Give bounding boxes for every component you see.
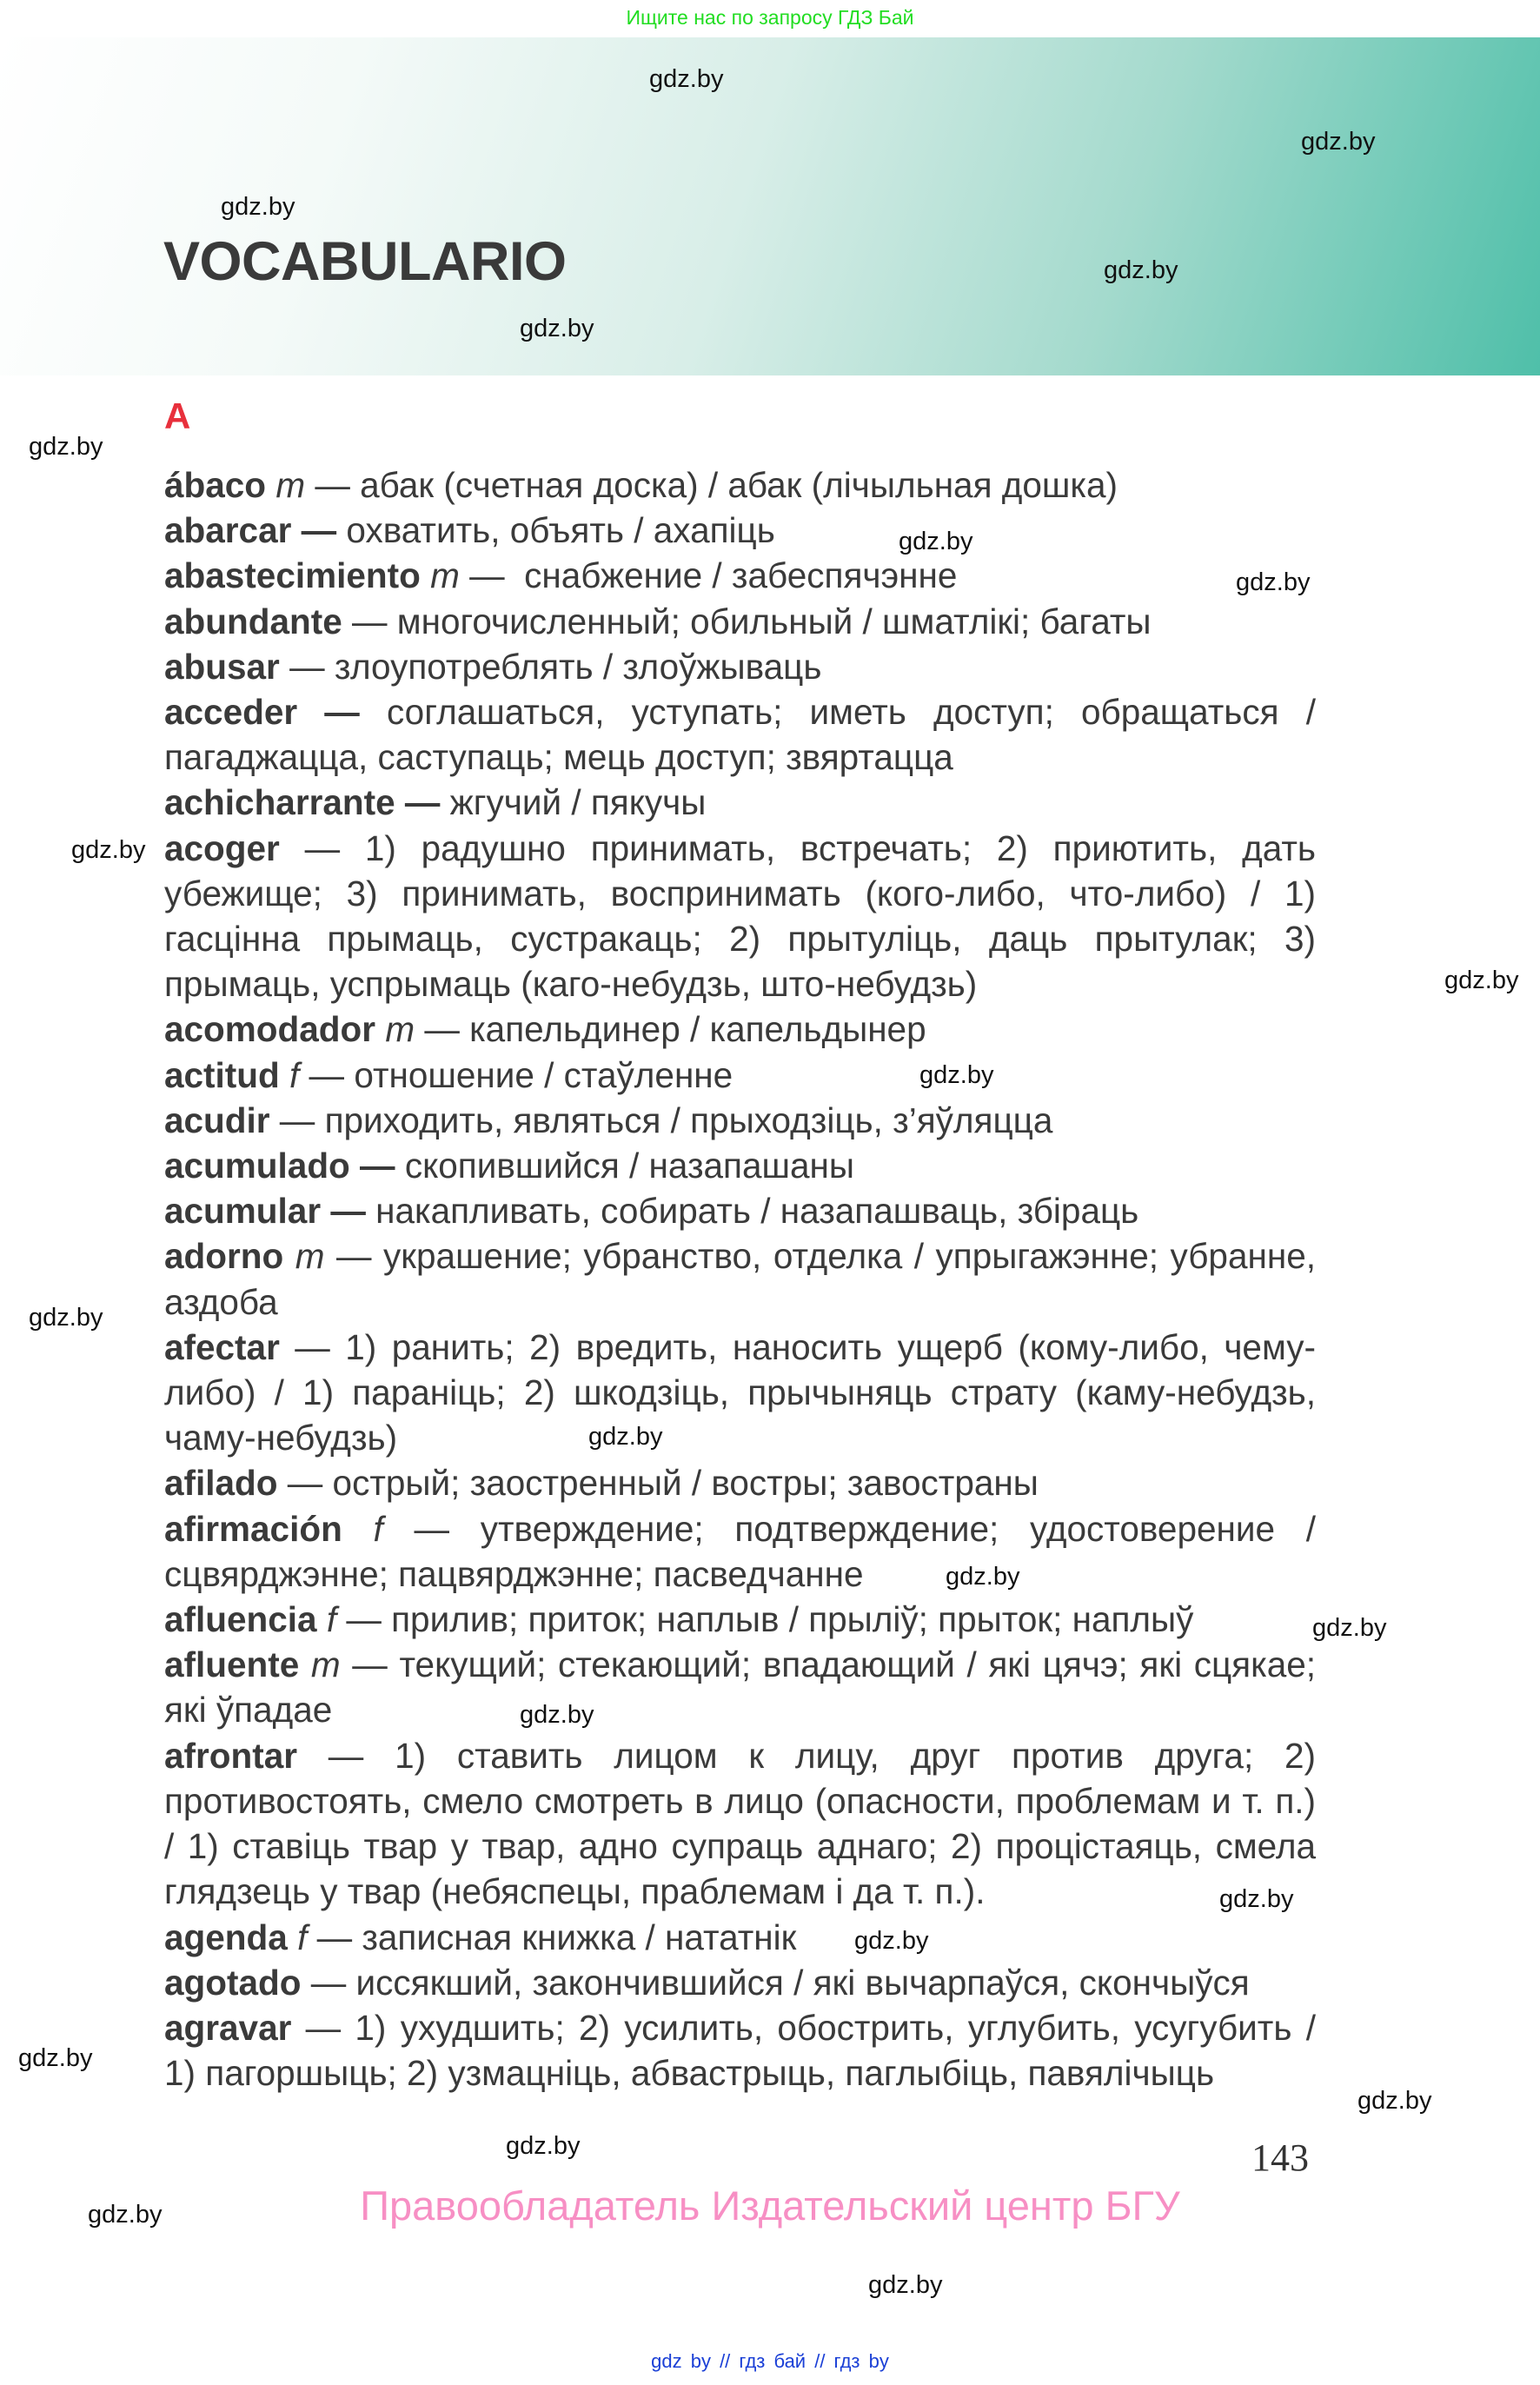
headword: abastecimiento	[164, 555, 421, 596]
watermark: gdz.by	[588, 1423, 663, 1451]
watermark: gdz.by	[18, 2044, 93, 2072]
watermark: gdz.by	[868, 2271, 943, 2299]
headword: agravar	[164, 2007, 292, 2048]
dash	[440, 782, 449, 822]
gender-marker: m	[275, 465, 306, 505]
translation: острый; заостренный / востры; завостраны	[332, 1463, 1039, 1504]
headword: actitud	[164, 1054, 280, 1095]
watermark: gdz.by	[854, 1927, 929, 1955]
gender-marker: f	[297, 1917, 308, 1957]
headword: acudir	[164, 1099, 270, 1140]
headword: acomodador	[164, 1009, 376, 1050]
dash: —	[459, 555, 525, 596]
translation: многочисленный; обильный / шматлікі; багаты	[396, 601, 1152, 641]
watermark: gdz.by	[1444, 967, 1519, 994]
gender-marker: m	[310, 1644, 341, 1685]
watermark: gdz.by	[520, 315, 594, 342]
translation: 1) ухудшить; 2) усилить, обострить, углубить, усугубить / 1) пагоршыць; 2) узмацніць, абвастрыць, паглыбіць, павялічыць	[164, 2007, 1316, 2094]
translation: 1) радушно принимать, встречать; 2) приютить, дать убежище; 3) принимать, воспринимать (кого-либо, что-либо) / 1) гасцінна прымаць, сустракаць; 2) прытуліць, даць прытулак; 3) прымаць, успрымаць (каго-небудзь, што-небудзь)	[164, 827, 1316, 1005]
headword: achicharrante —	[164, 782, 441, 823]
headword: ábaco	[164, 465, 267, 505]
headword: adorno	[164, 1236, 284, 1277]
vocabulary-entry	[164, 1460, 1316, 1505]
dash: —	[307, 1917, 362, 1957]
vocabulary-entry	[164, 1325, 1316, 1461]
headword: afluencia	[164, 1599, 317, 1640]
translation: злоупотреблять / злоўжываць	[334, 646, 822, 687]
vocabulary-entry	[164, 462, 1316, 508]
vocabulary-entry	[164, 1960, 1316, 2005]
dash: —	[305, 465, 361, 505]
gender-marker: m	[385, 1009, 415, 1050]
dash	[336, 510, 346, 550]
vocabulary-entry	[164, 780, 1316, 825]
dash: —	[269, 1099, 325, 1140]
vocabulary-entry	[164, 599, 1316, 644]
top-banner[interactable]: Ищите нас по запросу ГДЗ Бай	[626, 6, 914, 29]
dash	[395, 1146, 405, 1186]
headword: agenda	[164, 1917, 288, 1957]
dash: —	[279, 646, 335, 687]
dash	[366, 1191, 375, 1231]
section-letter: A	[164, 395, 191, 436]
page-number: 143	[1251, 2136, 1309, 2179]
page-title: VOCABULARIO	[163, 231, 567, 292]
translation: прилив; приток; наплыв / прыліў; прыток; наплыў	[391, 1599, 1194, 1640]
dash: —	[291, 2007, 355, 2048]
translation: утверждение; подтверждение; удостоверение / сцвярджэнне; пацвярджэнне; пасведчанне	[164, 1508, 1316, 1594]
watermark: gdz.by	[1104, 256, 1178, 284]
vocabulary-entry	[164, 1597, 1316, 1642]
headword: acumulado —	[164, 1146, 395, 1186]
translation: записная книжка / нататнік	[362, 1917, 797, 1957]
translation: охватить, объять / ахапіць	[346, 510, 775, 551]
vocabulary-entry	[164, 553, 1316, 598]
translation: абак (счетная доска) / абак (лічыльная дошка)	[360, 465, 1118, 505]
gender-marker: m	[295, 1236, 325, 1277]
vocabulary-entry	[164, 689, 1316, 780]
headword: agotado	[164, 1962, 302, 2003]
watermark: gdz.by	[221, 193, 295, 221]
dash: —	[415, 1009, 470, 1050]
translation: капельдинер / капельдынер	[469, 1009, 926, 1050]
watermark: gdz.by	[649, 65, 724, 93]
vocabulary-entry	[164, 826, 1316, 1007]
gender-marker: f	[373, 1508, 383, 1549]
headword: acoger	[164, 827, 280, 868]
vocabulary-entry	[164, 1143, 1316, 1188]
watermark: gdz.by	[1236, 568, 1311, 596]
watermark: gdz.by	[88, 2201, 163, 2229]
headword: acceder —	[164, 692, 360, 733]
translation: жгучий / пякучы	[449, 782, 707, 823]
dash: —	[382, 1508, 481, 1549]
dash: —	[277, 1463, 333, 1504]
dash: —	[279, 1326, 346, 1367]
watermark: gdz.by	[71, 836, 146, 864]
headword: abusar	[164, 646, 280, 687]
headword: afirmación	[164, 1508, 342, 1549]
translation: 1) ранить; 2) вредить, наносить ущерб (кому-либо, чему-либо) / 1) параніць; 2) шкодзіць, прычыняць страту (каму-небудзь, чаму-небудзь)	[164, 1326, 1316, 1458]
vocabulary-list	[164, 462, 1316, 2096]
dash: —	[299, 1054, 355, 1095]
dash: —	[342, 601, 397, 641]
dash: —	[301, 1962, 356, 2003]
gender-marker: f	[289, 1054, 300, 1095]
translation: соглашаться, уступать; иметь доступ; обращаться / пагаджацца, саступаць; мець доступ; звяртацца	[164, 692, 1316, 778]
headword: acumular —	[164, 1191, 366, 1232]
watermark: gdz.by	[29, 433, 103, 461]
headword: afectar	[164, 1326, 280, 1367]
translation: накапливать, собирать / назапашваць, збіраць	[375, 1191, 1139, 1232]
translation: отношение / стаўленне	[354, 1054, 733, 1095]
vocabulary-entry	[164, 644, 1316, 689]
vocabulary-entry	[164, 1506, 1316, 1597]
watermark: gdz.by	[946, 1563, 1020, 1591]
translation: скопившийся / назапашаны	[404, 1146, 854, 1186]
translation: снабжение / забеспячэнне	[524, 555, 958, 596]
gender-marker: m	[430, 555, 460, 596]
watermark: gdz.by	[506, 2132, 581, 2160]
translation: текущий; стекающий; впадающий / які цячэ; які сцякае; які ўпадае	[164, 1644, 1316, 1731]
vocabulary-entry	[164, 508, 1316, 553]
translation: 1) ставить лицом к лицу, друг против друга; 2) противостоять, смело смотреть в лицо (опасности, проблемам и т. п.) / 1) ставіць твар у твар, адно супраць аднаго; 2) процістаяць, смела глядзець у твар (небяспецы, праблемам і да т. п.).	[164, 1735, 1316, 1912]
translation: приходить, являться / прыходзіць, з’яўляцца	[324, 1099, 1053, 1140]
watermark: gdz.by	[29, 1304, 103, 1332]
headword: afluente	[164, 1644, 300, 1685]
headword: afilado	[164, 1463, 278, 1504]
dash: —	[324, 1236, 384, 1277]
dash: —	[297, 1735, 395, 1776]
vocabulary-entry	[164, 1098, 1316, 1143]
copyright-notice: Правообладатель Издательский центр БГУ	[360, 2182, 1180, 2229]
headword: abarcar —	[164, 510, 337, 551]
translation: иссякший, закончившийся / які вычарпаўся, скончыўся	[355, 1962, 1250, 2003]
dash	[360, 692, 387, 732]
watermark: gdz.by	[899, 528, 973, 555]
vocabulary-entry	[164, 1915, 1316, 1960]
headword: abundante	[164, 601, 342, 641]
vocabulary-entry	[164, 2005, 1316, 2096]
watermark: gdz.by	[520, 1701, 594, 1729]
vocabulary-entry	[164, 1006, 1316, 1052]
vocabulary-entry	[164, 1188, 1316, 1233]
vocabulary-entry	[164, 1233, 1316, 1324]
dash: —	[340, 1644, 400, 1685]
watermark: gdz.by	[1357, 2087, 1432, 2115]
translation: украшение; убранство, отделка / упрыгажэнне; убранне, аздоба	[164, 1236, 1316, 1322]
dash: —	[279, 827, 365, 868]
watermark: gdz.by	[919, 1061, 994, 1089]
watermark: gdz.by	[1219, 1885, 1294, 1913]
vocabulary-entry	[164, 1733, 1316, 1915]
headword: afrontar	[164, 1735, 298, 1776]
dash: —	[336, 1599, 392, 1640]
watermark: gdz.by	[1301, 128, 1376, 156]
footer-links[interactable]: gdz by // гдз бай // гдз by	[651, 2350, 889, 2372]
vocabulary-entry	[164, 1642, 1316, 1732]
vocabulary-entry	[164, 1053, 1316, 1098]
watermark: gdz.by	[1312, 1614, 1387, 1642]
gender-marker: f	[326, 1599, 337, 1640]
